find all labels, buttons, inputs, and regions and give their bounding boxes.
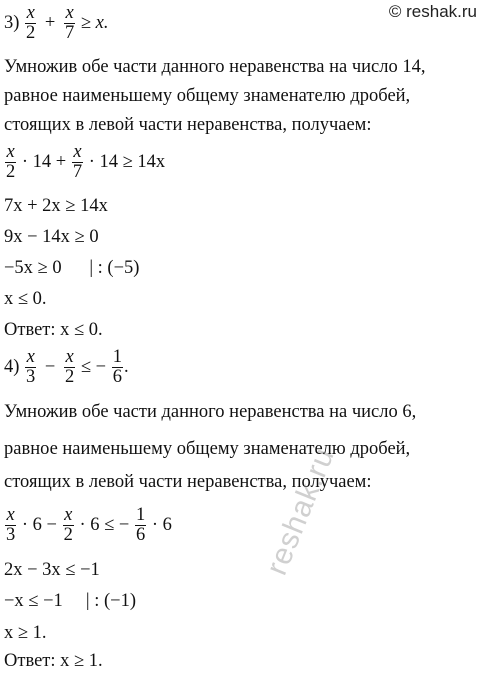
fraction: $\frac{x}{7}$ bbox=[64, 3, 75, 44]
problem3-text-line: Умножив обе части данного неравенства на число 14, bbox=[4, 57, 426, 77]
problem4-step4: x ≥ 1. bbox=[4, 623, 47, 643]
problem4-answer: Ответ: x ≥ 1. bbox=[4, 651, 103, 671]
problem4-statement: 4) $\frac{x}{3}$ − $\frac{x}{2}$ ≤ − $\frac{1}{6}$ . bbox=[4, 347, 129, 388]
problem4-number: 4) bbox=[4, 357, 20, 378]
fraction: $\frac{x}{2}$ bbox=[6, 142, 16, 183]
problem4-step1: $\frac{x}{3}$ · 6 − $\frac{x}{2}$ · 6 ≤ − $\frac{1}{6}$ · 6 bbox=[6, 505, 172, 546]
problem3-step3: 9x − 14x ≥ 0 bbox=[4, 227, 99, 247]
fraction: $\frac{x}{3}$ bbox=[26, 347, 36, 388]
problem4-step2: 2x − 3x ≤ −1 bbox=[4, 560, 100, 580]
problem3-step1: $\frac{x}{2}$ · 14 + $\frac{x}{7}$ · 14 ≥ 14x bbox=[6, 142, 166, 183]
problem3-step5: x ≤ 0. bbox=[4, 289, 47, 309]
problem3-text-line: стоящих в левой части неравенства, получаем: bbox=[4, 115, 372, 135]
problem3-text-line: равное наименьшему общему знаменателю дробей, bbox=[4, 86, 411, 106]
diagonal-watermark: reshak.ru bbox=[260, 442, 341, 580]
problem3-number: 3) bbox=[4, 13, 20, 34]
problem3-statement: 3) $\frac{x}{2}$ + $\frac{x}{7}$ ≥ x. bbox=[4, 3, 109, 44]
fraction: $\frac{1}{6}$ bbox=[112, 347, 122, 388]
fraction: $\frac{x}{3}$ bbox=[6, 505, 16, 546]
watermark: © reshak.ru bbox=[388, 2, 477, 21]
problem4-text-line: стоящих в левой части неравенства, получаем: bbox=[4, 472, 372, 492]
problem4-step3: −x ≤ −1 | : (−1) bbox=[4, 591, 136, 611]
problem4-text-line: равное наименьшему общему знаменателю дробей, bbox=[4, 439, 411, 459]
fraction: $\frac{x}{2}$ bbox=[63, 505, 73, 546]
fraction: $\frac{x}{2}$ bbox=[64, 347, 75, 388]
fraction: $\frac{1}{6}$ bbox=[135, 505, 146, 546]
problem3-answer: Ответ: x ≤ 0. bbox=[4, 320, 103, 340]
problem4-text-line: Умножив обе части данного неравенства на число 6, bbox=[4, 402, 417, 422]
problem3-step2: 7x + 2x ≥ 14x bbox=[4, 196, 108, 216]
fraction: $\frac{x}{2}$ bbox=[26, 3, 36, 44]
problem3-step4: −5x ≥ 0 | : (−5) bbox=[4, 258, 140, 278]
fraction: $\frac{x}{7}$ bbox=[72, 142, 83, 183]
